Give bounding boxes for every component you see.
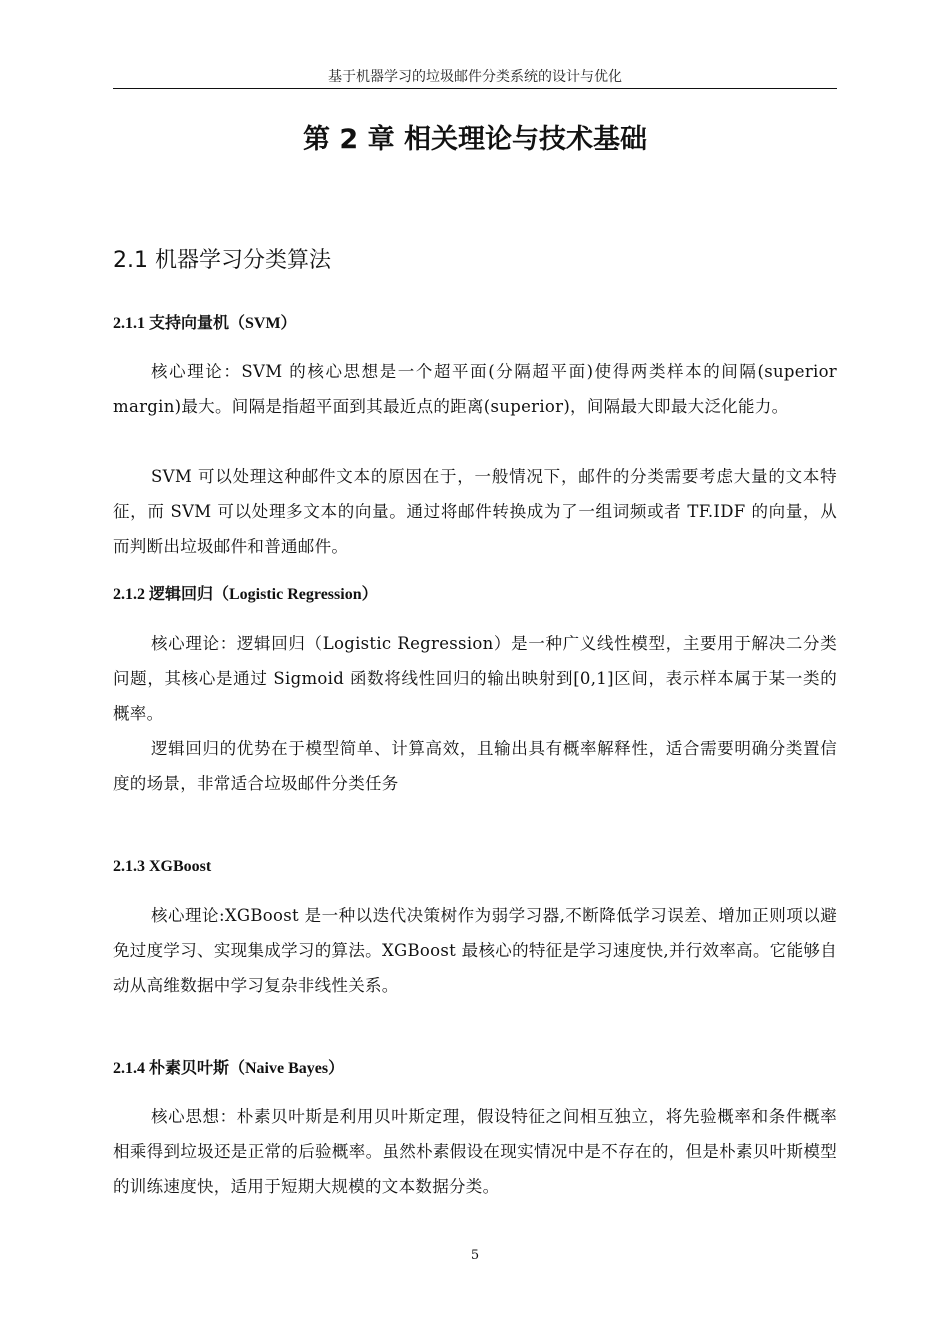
subsection-heading-xgboost: 2.1.3 XGBoost [113,858,212,875]
chapter-title: 第 2 章 相关理论与技术基础 [303,124,647,155]
header-rule [113,88,837,89]
subsection-heading-svm: 2.1.1 支持向量机（SVM） [113,315,297,332]
section-heading: 2.1 机器学习分类算法 [113,248,331,273]
paragraph-svm-theory: 核心理论：SVM 的核心思想是一个超平面(分隔超平面)使得两类样本的间隔(superior margin)最大。间隔是指超平面到其最近点的距离(superior)，间隔最大即最大泛化能力。 [113,362,837,416]
subsection-heading-naive-bayes: 2.1.4 朴素贝叶斯（Naive Bayes） [113,1060,345,1077]
paragraph-logistic-theory: 核心理论：逻辑回归（Logistic Regression）是一种广义线性模型，主要用于解决二分类问题，其核心是通过 Sigmoid 函数将线性回归的输出映射到[0,1]区间，表示样本属于某一类的概率。 [113,634,837,723]
paragraph-xgboost-theory: 核心理论:XGBoost 是一种以迭代决策树作为弱学习器,不断降低学习误差、增加正则项以避免过度学习、实现集成学习的算法。XGBoost 最核心的特征是学习速度快,并行效率高。它能够自动从高维数据中学习复杂非线性关系。 [113,906,837,995]
running-header: 基于机器学习的垃圾邮件分类系统的设计与优化 [328,69,622,85]
paragraph-logistic-advantage: 逻辑回归的优势在于模型简单、计算高效，且输出具有概率解释性，适合需要明确分类置信度的场景，非常适合垃圾邮件分类任务 [113,739,837,793]
paragraph-svm-application: SVM 可以处理这种邮件文本的原因在于，一般情况下，邮件的分类需要考虑大量的文本特征，而 SVM 可以处理多文本的向量。通过将邮件转换成为了一组词频或者 TF.IDF 的向量，从而判断出垃圾邮件和普通邮件。 [113,467,837,556]
page-number: 5 [470,1248,480,1263]
subsection-heading-logistic-regression: 2.1.2 逻辑回归（Logistic Regression） [113,586,378,603]
paragraph-naive-bayes-theory: 核心思想：朴素贝叶斯是利用贝叶斯定理，假设特征之间相互独立，将先验概率和条件概率相乘得到垃圾还是正常的后验概率。虽然朴素假设在现实情况中是不存在的，但是朴素贝叶斯模型的训练速度快，适用于短期大规模的文本数据分类。 [113,1107,837,1196]
